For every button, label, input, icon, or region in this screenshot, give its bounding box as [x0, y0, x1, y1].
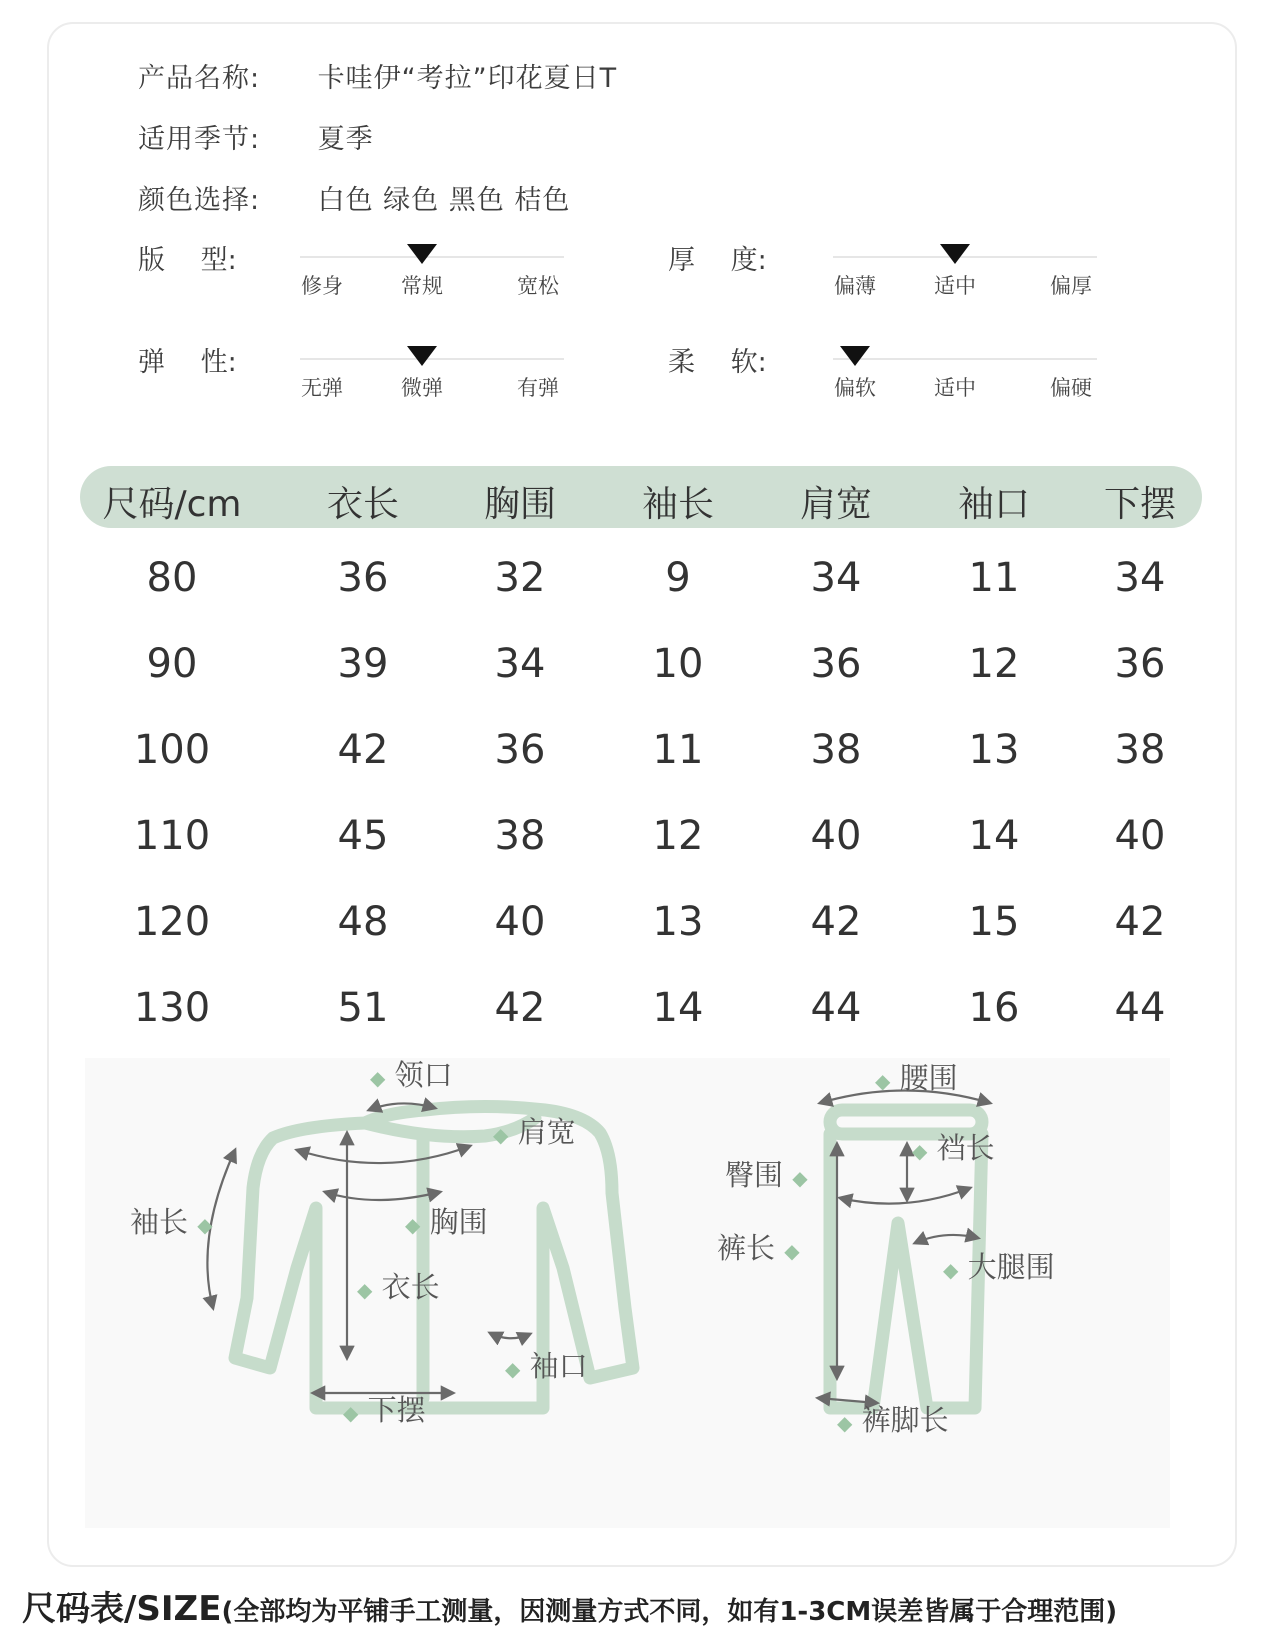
header-chest: 胸围	[483, 484, 557, 525]
scale-marker-icon	[407, 346, 437, 366]
cell-cuff: 16	[968, 985, 1020, 1031]
cell-chest: 32	[494, 555, 546, 601]
cell-chest: 40	[494, 899, 546, 945]
scale-tick: 偏厚	[1050, 274, 1092, 298]
cell-chest: 38	[494, 813, 546, 859]
fit-scale	[300, 238, 564, 298]
label-hem: ◆ 下摆	[343, 1393, 426, 1427]
cell-length: 39	[337, 641, 389, 687]
cell-length: 36	[337, 555, 389, 601]
cell-cuff: 11	[968, 555, 1020, 601]
product-name-row	[138, 56, 617, 95]
cell-chest: 36	[494, 727, 546, 773]
scale-tick: 修身	[301, 274, 343, 298]
measurement-diagram	[85, 1058, 1170, 1528]
cell-hem: 38	[1114, 727, 1166, 773]
cell-shoulder: 34	[810, 555, 862, 601]
cell-shoulder: 36	[810, 641, 862, 687]
season-label: 适用季节:	[138, 124, 261, 155]
cell-sleeve: 12	[652, 813, 704, 859]
scale-tick: 无弹	[301, 376, 343, 400]
header-sleeve: 袖长	[641, 484, 715, 525]
fit-label: 版 型:	[138, 245, 237, 276]
cell-size: 120	[133, 899, 211, 945]
cell-length: 45	[337, 813, 389, 859]
cell-cuff: 13	[968, 727, 1020, 773]
color-value: 白色 绿色 黑色 桔色	[317, 185, 571, 216]
scale-tick: 偏薄	[834, 274, 876, 298]
cell-size: 130	[133, 985, 211, 1031]
label-collar: ◆ 领口	[370, 1058, 453, 1092]
label-rise: ◆ 裆长	[912, 1131, 995, 1165]
diamond-icon: ◆	[912, 1139, 928, 1163]
diamond-icon: ◆	[343, 1401, 359, 1425]
scale-tick: 有弹	[517, 376, 559, 400]
size-table-header	[80, 466, 1202, 528]
cell-hem: 40	[1114, 813, 1166, 859]
cell-cuff: 14	[968, 813, 1020, 859]
thickness-label: 厚 度:	[668, 245, 767, 276]
scale-marker-icon	[940, 244, 970, 264]
size-chart-caption	[22, 1581, 1117, 1630]
elasticity-scale	[300, 340, 564, 400]
cell-hem: 34	[1114, 555, 1166, 601]
cell-sleeve: 13	[652, 899, 704, 945]
label-waist: ◆ 腰围	[875, 1061, 958, 1095]
elasticity-label: 弹 性:	[138, 347, 237, 378]
softness-scale	[833, 340, 1097, 400]
diamond-icon: ◆	[943, 1258, 959, 1282]
scale-tick: 适中	[934, 274, 976, 298]
diamond-icon: ◆	[792, 1166, 808, 1190]
cell-cuff: 12	[968, 641, 1020, 687]
label-hip: 臀围 ◆	[725, 1158, 808, 1192]
label-cuff: ◆ 袖口	[505, 1349, 588, 1383]
scale-tick: 偏软	[834, 376, 876, 400]
header-shoulder: 肩宽	[799, 484, 873, 525]
diamond-icon: ◆	[197, 1213, 213, 1237]
scale-tick: 宽松	[517, 274, 559, 298]
cell-chest: 42	[494, 985, 546, 1031]
scale-line	[833, 358, 1097, 360]
scale-tick: 常规	[401, 274, 443, 298]
scale-tick: 适中	[934, 376, 976, 400]
softness-label: 柔 软:	[668, 347, 767, 378]
diamond-icon: ◆	[405, 1213, 421, 1237]
diamond-icon: ◆	[493, 1123, 509, 1147]
cell-shoulder: 42	[810, 899, 862, 945]
color-label: 颜色选择:	[138, 185, 261, 216]
measurement-note: (全部均为平铺手工测量，因测量方式不同，如有1-3CM误差皆属于合理范围)	[221, 1597, 1118, 1627]
scale-tick: 偏硬	[1050, 376, 1092, 400]
season-value: 夏季	[317, 124, 374, 155]
label-length: ◆ 衣长	[357, 1270, 440, 1304]
header-size: 尺码/cm	[102, 484, 242, 525]
diamond-icon: ◆	[784, 1239, 800, 1263]
header-hem: 下摆	[1103, 484, 1177, 525]
cell-hem: 44	[1114, 985, 1166, 1031]
product-name-value: 卡哇伊“考拉”印花夏日T	[317, 63, 618, 94]
scale-tick: 微弹	[401, 376, 443, 400]
scale-marker-icon	[840, 346, 870, 366]
scale-marker-icon	[407, 244, 437, 264]
label-pants-length: 裤长 ◆	[717, 1231, 800, 1265]
label-thigh: ◆ 大腿围	[943, 1250, 1055, 1284]
cell-sleeve: 9	[665, 555, 691, 601]
diamond-icon: ◆	[370, 1066, 386, 1090]
header-length: 衣长	[326, 484, 400, 525]
cell-cuff: 15	[968, 899, 1020, 945]
size-chart-title: 尺码表/SIZE	[22, 1589, 222, 1629]
label-leg-opening: ◆ 裤脚长	[837, 1403, 949, 1437]
diamond-icon: ◆	[505, 1357, 521, 1381]
garment-illustration	[85, 1058, 1170, 1528]
diamond-icon: ◆	[875, 1069, 891, 1093]
cell-length: 48	[337, 899, 389, 945]
label-shoulder: ◆ 肩宽	[493, 1115, 576, 1149]
cell-length: 42	[337, 727, 389, 773]
cell-size: 80	[146, 555, 198, 601]
diamond-icon: ◆	[837, 1411, 853, 1435]
color-row	[138, 178, 570, 217]
cell-shoulder: 38	[810, 727, 862, 773]
cell-shoulder: 40	[810, 813, 862, 859]
label-chest: ◆ 胸围	[405, 1205, 488, 1239]
cell-hem: 36	[1114, 641, 1166, 687]
cell-sleeve: 10	[652, 641, 704, 687]
cell-size: 100	[133, 727, 211, 773]
thickness-scale	[833, 238, 1097, 298]
cell-shoulder: 44	[810, 985, 862, 1031]
product-name-label: 产品名称:	[138, 63, 261, 94]
cell-size: 90	[146, 641, 198, 687]
cell-size: 110	[133, 813, 211, 859]
cell-hem: 42	[1114, 899, 1166, 945]
cell-length: 51	[337, 985, 389, 1031]
label-sleeve-length: 袖长 ◆	[130, 1205, 213, 1239]
diamond-icon: ◆	[357, 1278, 373, 1302]
cell-sleeve: 14	[652, 985, 704, 1031]
cell-chest: 34	[494, 641, 546, 687]
cell-sleeve: 11	[652, 727, 704, 773]
header-cuff: 袖口	[957, 484, 1031, 525]
season-row	[138, 117, 374, 156]
